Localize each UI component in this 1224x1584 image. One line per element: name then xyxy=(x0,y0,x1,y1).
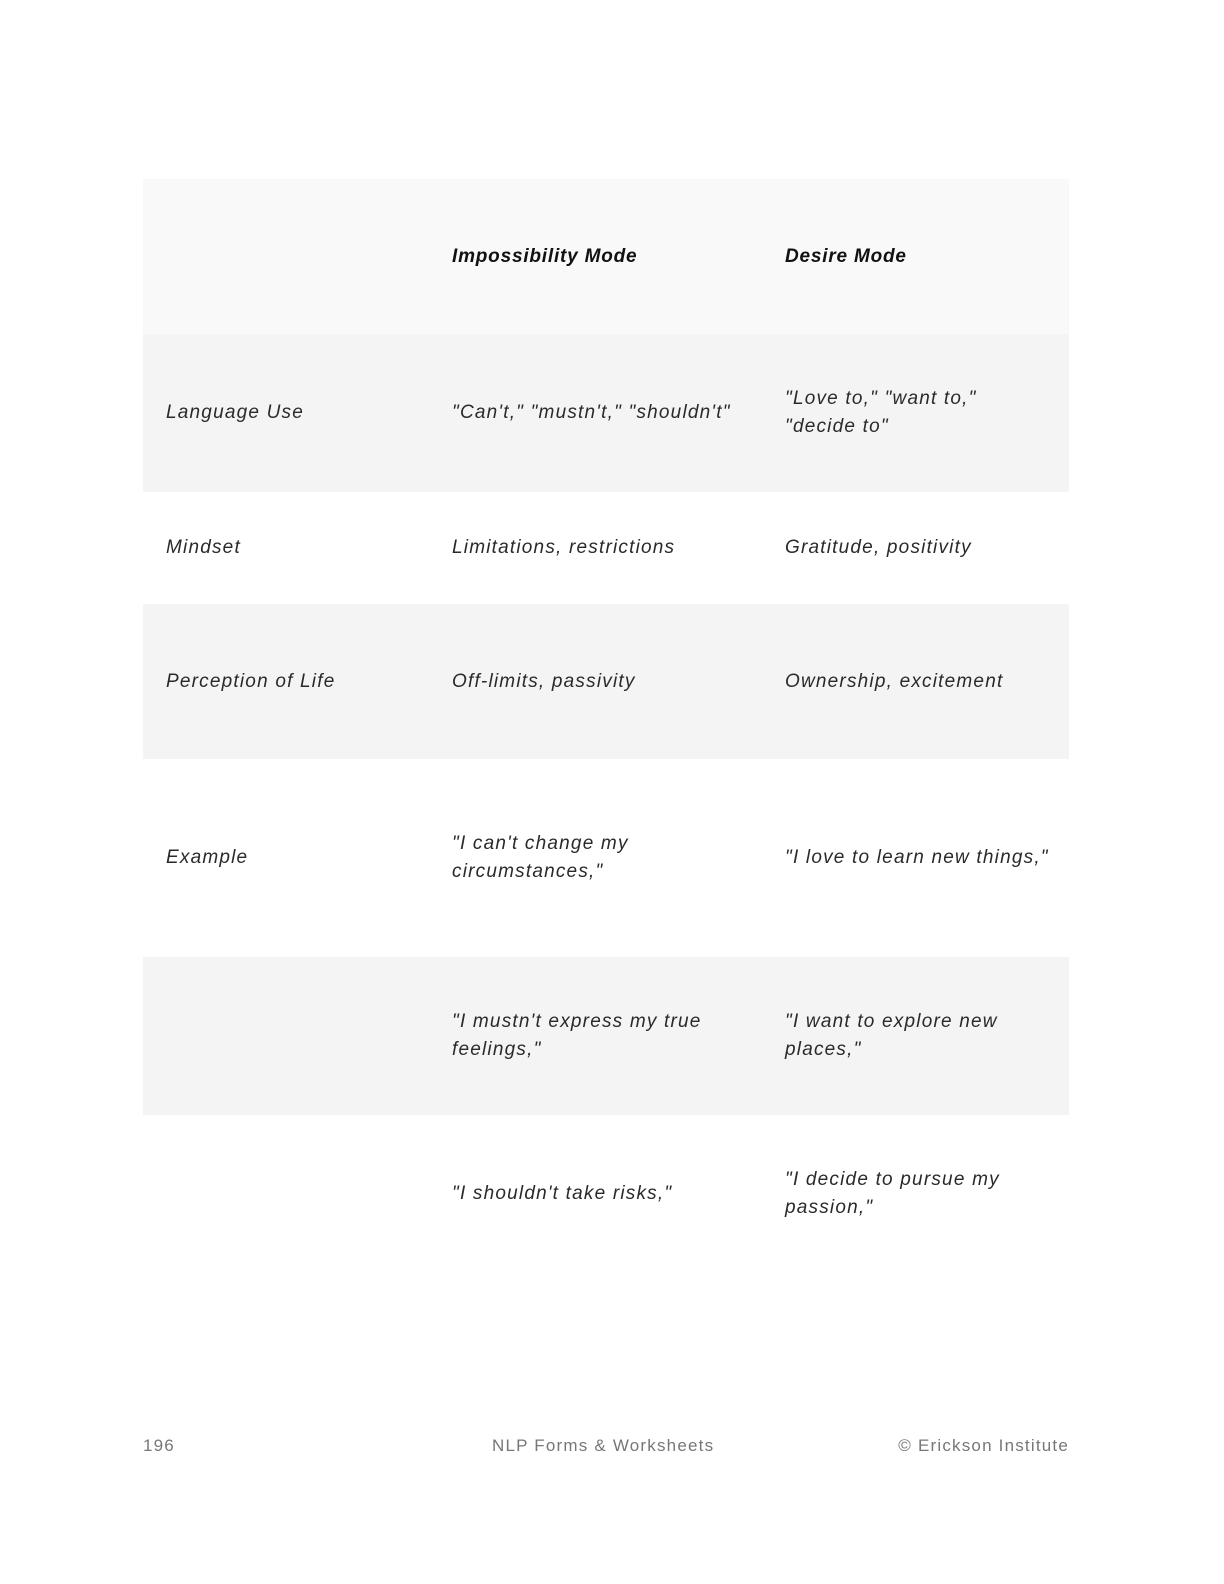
desire-cell: Gratitude, positivity xyxy=(785,537,972,558)
impossibility-cell: "I can't change my circumstances," xyxy=(452,833,629,882)
impossibility-cell: "I mustn't express my true feelings," xyxy=(452,1011,702,1060)
row-label xyxy=(143,1115,430,1273)
desire-cell: "I want to explore new places," xyxy=(785,1011,998,1060)
row-label: Language Use xyxy=(166,402,305,423)
table-header-row xyxy=(143,179,1069,334)
table-row xyxy=(143,1115,1069,1273)
table-row xyxy=(143,334,1069,492)
header-cell-empty xyxy=(143,179,430,334)
table-row xyxy=(143,604,1069,759)
desire-cell: "Love to," "want to," "decide to" xyxy=(785,388,977,437)
header-impossibility-mode: Impossibility Mode xyxy=(452,245,638,267)
page-footer xyxy=(143,1436,1069,1460)
impossibility-cell: Off-limits, passivity xyxy=(452,670,636,692)
table-row xyxy=(143,492,1069,604)
copyright-notice: © Erickson Institute xyxy=(898,1436,1069,1455)
page-number: 196 xyxy=(143,1436,175,1455)
desire-cell: Ownership, excitement xyxy=(785,670,1004,692)
header-desire-mode: Desire Mode xyxy=(785,245,907,267)
impossibility-cell: "I shouldn't take risks," xyxy=(452,1183,673,1204)
comparison-table xyxy=(143,179,1069,1273)
impossibility-cell: "Can't," "mustn't," "shouldn't" xyxy=(452,402,731,423)
row-label: Perception of Life xyxy=(166,670,336,692)
table-row xyxy=(143,957,1069,1115)
row-label: Example xyxy=(166,847,249,868)
row-label: Mindset xyxy=(166,537,241,558)
desire-cell: "I love to learn new things," xyxy=(785,847,1049,868)
impossibility-cell: Limitations, restrictions xyxy=(452,537,676,558)
desire-cell: "I decide to pursue my passion," xyxy=(785,1169,1000,1218)
row-label xyxy=(143,957,430,1115)
table-row xyxy=(143,759,1069,957)
document-title: NLP Forms & Worksheets xyxy=(492,1436,715,1455)
